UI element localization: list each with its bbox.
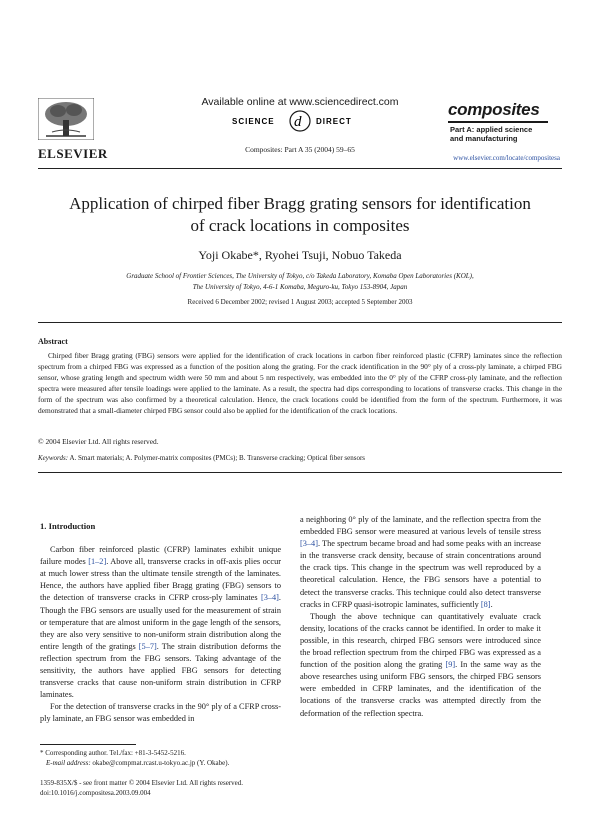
composites-logo <box>448 100 556 143</box>
intro-paragraph-2-cont: a neighboring 0° ply of the laminate, and the reflection spectra from the embedded FBG sensor were measured at various levels of tensile stress [3–4]. The spectrum became broad and had some peaks with an increase in the transverse crack density, because of strain concentrations around the crack tips. This change in the spectrum was well reproduced by a theoretical calculation. Hence, the FBG sensors have a potential to detect the transverse cracks. This technique could also detect transverse cracks in CFRP quasi-isotropic laminates, sufficiently [8]. <box>300 515 541 609</box>
citation-link[interactable]: [5–7] <box>138 641 157 651</box>
citation-link[interactable]: [9] <box>445 660 456 670</box>
received-dates: Received 6 December 2002; revised 1 August 2003; accepted 5 September 2003 <box>187 298 413 306</box>
body-column-left <box>40 520 281 726</box>
abstract-copyright: © 2004 Elsevier Ltd. All rights reserved. <box>38 437 159 446</box>
affiliation-line-2: The University of Tokyo, 4-6-1 Komaba, Meguro-ku, Tokyo 153-8904, Japan <box>192 283 408 291</box>
composites-rule <box>448 121 548 123</box>
issn-line: 1359-835X/$ - see front matter © 2004 Elsevier Ltd. All rights reserved. <box>40 779 244 787</box>
citation-link[interactable]: [3–4] <box>260 593 279 603</box>
journal-citation: Composites: Part A 35 (2004) 59–65 <box>245 145 355 154</box>
citation-link[interactable]: [1–2] <box>88 557 107 567</box>
author-list: Yoji Okabe*, Ryohei Tsuji, Nobuo Takeda <box>198 248 402 262</box>
svg-text:d: d <box>294 114 302 130</box>
section-heading-introduction: 1. Introduction <box>40 521 96 531</box>
header-rule <box>38 168 562 169</box>
abstract-bottom-rule <box>38 472 562 473</box>
available-online-text[interactable]: Available online at www.sciencedirect.com <box>201 96 399 108</box>
corresponding-author: * Corresponding author. Tel./fax: +81-3-5452-5216. <box>40 749 186 757</box>
keywords-list: A. Smart materials; A. Polymer-matrix composites (PMCs); B. Transverse cracking; Optical fiber sensors <box>69 454 366 462</box>
elsevier-logo <box>38 98 108 161</box>
keywords-label: Keywords: <box>38 454 69 462</box>
title-line-1: Application of chirped fiber Bragg grating sensors for identification <box>69 194 531 213</box>
body-column-right <box>300 514 541 720</box>
affiliation <box>60 271 540 293</box>
intro-paragraph-3: Though the above technique can quantitatively evaluate crack density, locations of the cracks cannot be identified. In order to make it possible, in this research, chirped FBG sensors were introduced since the broad reflection spectrum from the chirped FBG was expressed as a function of the position along the grating [9]. In the same way as the above researches using uniform FBG sensors, the chirped FBG sensors were embedded in CFRP laminates, and the identification of the locations of the transverse cracks was attempted directly from the deformation of the reflection spectra. <box>300 611 541 718</box>
abstract-top-rule <box>38 322 562 323</box>
composites-sub-1: Part A: applied science <box>450 125 533 134</box>
keywords <box>38 454 562 462</box>
elsevier-wordmark: ELSEVIER <box>38 146 108 161</box>
abstract-body: Chirped fiber Bragg grating (FBG) sensors were applied for the identification of crack locations in carbon fiber reinforced plastic (CFRP) laminates since the reflection spectrum from a chirped FBG was expressed as a function of the position along the grating. For the crack identification in the 90° ply of a cross-ply laminate, a chirped FBG sensor, whose grating length and spectrum width were 50 mm and about 5 nm respectively, was embedded into the 0° ply of the CFRP cross-ply laminate, and the reflection spectra were measured after tensile loadings were applied to the laminate. As a result, the spectra had dips corresponding to locations of transverse cracks. This change in the form of the spectrum was also confirmed by a theoretical calculation. Hence, the crack locations could be identified from the form of the spectrum. Furthermore, it was demonstrated that a small-diameter chirped FBG sensor could also be applied for the identification of the crack locations. <box>38 351 562 415</box>
citation-link[interactable]: [3–4] <box>300 539 318 549</box>
journal-url-link[interactable]: www.elsevier.com/locate/compositesa <box>453 154 560 162</box>
sd-right-text: DIRECT <box>316 117 352 126</box>
abstract-heading: Abstract <box>38 337 68 346</box>
footnote <box>40 748 300 768</box>
footnote-rule <box>40 744 136 745</box>
elsevier-tree-icon <box>38 98 94 140</box>
email-label: E-mail address: <box>46 759 91 767</box>
email-address[interactable]: okabe@compmat.rcast.u-tokyo.ac.jp (Y. Okabe). <box>90 759 230 767</box>
article-title <box>50 193 550 237</box>
composites-brand: composites <box>448 100 540 119</box>
intro-paragraph-1: Carbon fiber reinforced plastic (CFRP) laminates exhibit unique failure modes [1–2]. Above all, transverse cracks in off-axis plies occur at much lower stress than the ultimate tensile strength of the laminates. Hence, the authors have applied fiber Bragg grating (FBG) sensors to the detection of transverse cracks in CFRP cross-ply laminates [3–4]. Though the FBG sensors are usually used for the measurement of strain or temperature that are almost uniform in the gage length of the sensors, they are also very sensitive to non-uniform strain distribution along the entire length of the gratings [5–7]. The strain distribution deforms the reflection spectrum from the FBG sensors. Taking advantage of the sensitivity, the authors have applied FBG sensors for detecting transverse cracks that cause non-uniform strain distribution in CFRP laminates. <box>40 545 281 700</box>
citation-link[interactable]: [8] <box>480 599 491 609</box>
doi-line[interactable]: doi:10.1016/j.compositesa.2003.09.004 <box>40 789 151 797</box>
composites-sub-2: and manufacturing <box>450 134 518 143</box>
intro-paragraph-2: For the detection of transverse cracks in the 90° ply of a CFRP cross-ply laminate, an FBG sensor was embedded in <box>40 702 281 724</box>
affiliation-line-1: Graduate School of Frontier Sciences, The University of Tokyo, c/o Takeda Laboratory, Komaba Open Laboratories (KOL), <box>126 272 474 280</box>
issn-doi <box>40 778 340 798</box>
sciencedirect-logo <box>230 109 370 133</box>
sd-left-text: SCIENCE <box>232 117 275 126</box>
title-line-2: of crack locations in composites <box>190 216 410 235</box>
email-line <box>40 758 300 768</box>
